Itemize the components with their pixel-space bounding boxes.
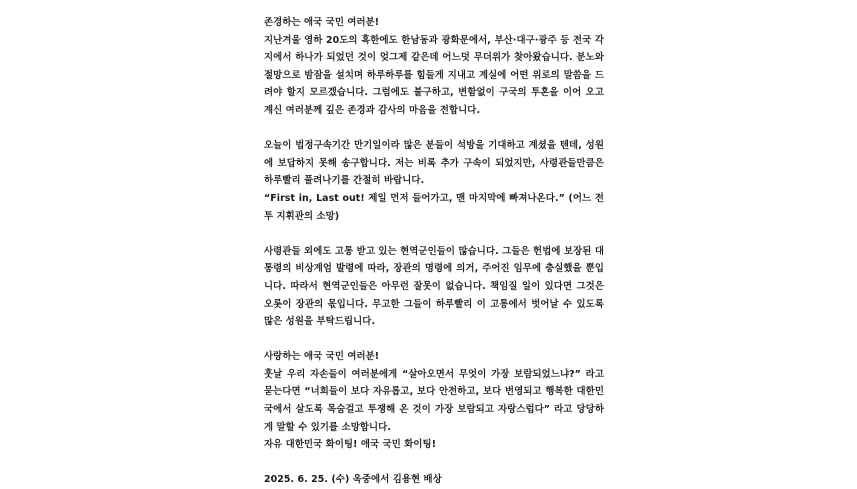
paragraph-quote: “First in, Last out! 제일 먼저 들어가고, 맨 마지막에 빠져나온다.” (어느 전투 지휘관의 소망) (264, 192, 604, 222)
closing-line: 자유 대한민국 화이팅! 애국 국민 화이팅! (264, 439, 437, 451)
signature-line: 2025. 6. 25. (수) 옥중에서 김용현 배상 (264, 474, 442, 486)
paragraph-detention: 오늘이 법정구속기간 만기일이라 많은 분들이 석방을 기대하고 계셨을 텐데, 성원에 보답하지 못해 송구합니다. 저는 비록 추가 구속이 되었지만, 사령관들만큼은 하루빨리 풀려나기를 간절히 바랍니다. (264, 140, 604, 187)
paragraph-winter: 지난겨울 영하 20도의 혹한에도 한남동과 광화문에서, 부산·대구·광주 등 전국 각지에서 하나가 되었던 것이 엊그제 같은데 어느덧 무더위가 찾아왔습니다. 분노와 절망으로 밤잠을 설치며 하루하루를 힘들게 지내고 계실에 어떤 위로의 말씀을 드려야 할지 모르겠습니다. 그럼에도 불구하고, 변함없이 구국의 투혼을 이어 오고 계신 여러분께 깊은 존경과 감사의 마음을 전합니다. (264, 34, 604, 116)
second-greeting: 사랑하는 애국 국민 여러분! (264, 351, 380, 363)
letter-body (264, 14, 604, 489)
paragraph-soldiers: 사령관들 외에도 고통 받고 있는 현역군인들이 많습니다. 그들은 헌법에 보장된 대통령의 비상계엄 발령에 따라, 장관의 명령에 의거, 주어진 임무에 충실했을 뿐입니다. 따라서 현역군인들은 아무런 잘못이 없습니다. 책임질 일이 있다면 그것은 오롯이 장관의 몫입니다. 무고한 그들이 하루빨리 이 고통에서 벗어날 수 있도록 많은 성원을 부탁드립니다. (264, 245, 604, 328)
paragraph-descendants: 훗날 우리 자손들이 여러분에게 “살아오면서 무엇이 가장 보람되었느냐?” 라고 묻는다면 “너희들이 보다 자유롭고, 보다 안전하고, 보다 번영되고 행복한 대한민국에서 살도록 목숨걸고 투쟁해 온 것이 가장 보람되고 자랑스럽다” 라고 당당하게 말할 수 있기를 소망합니다. (264, 368, 604, 433)
paragraph-gap (264, 225, 604, 243)
greeting: 존경하는 애국 국민 여러분! (264, 17, 380, 28)
paragraph-gap (264, 120, 604, 138)
paragraph-gap (264, 331, 604, 349)
